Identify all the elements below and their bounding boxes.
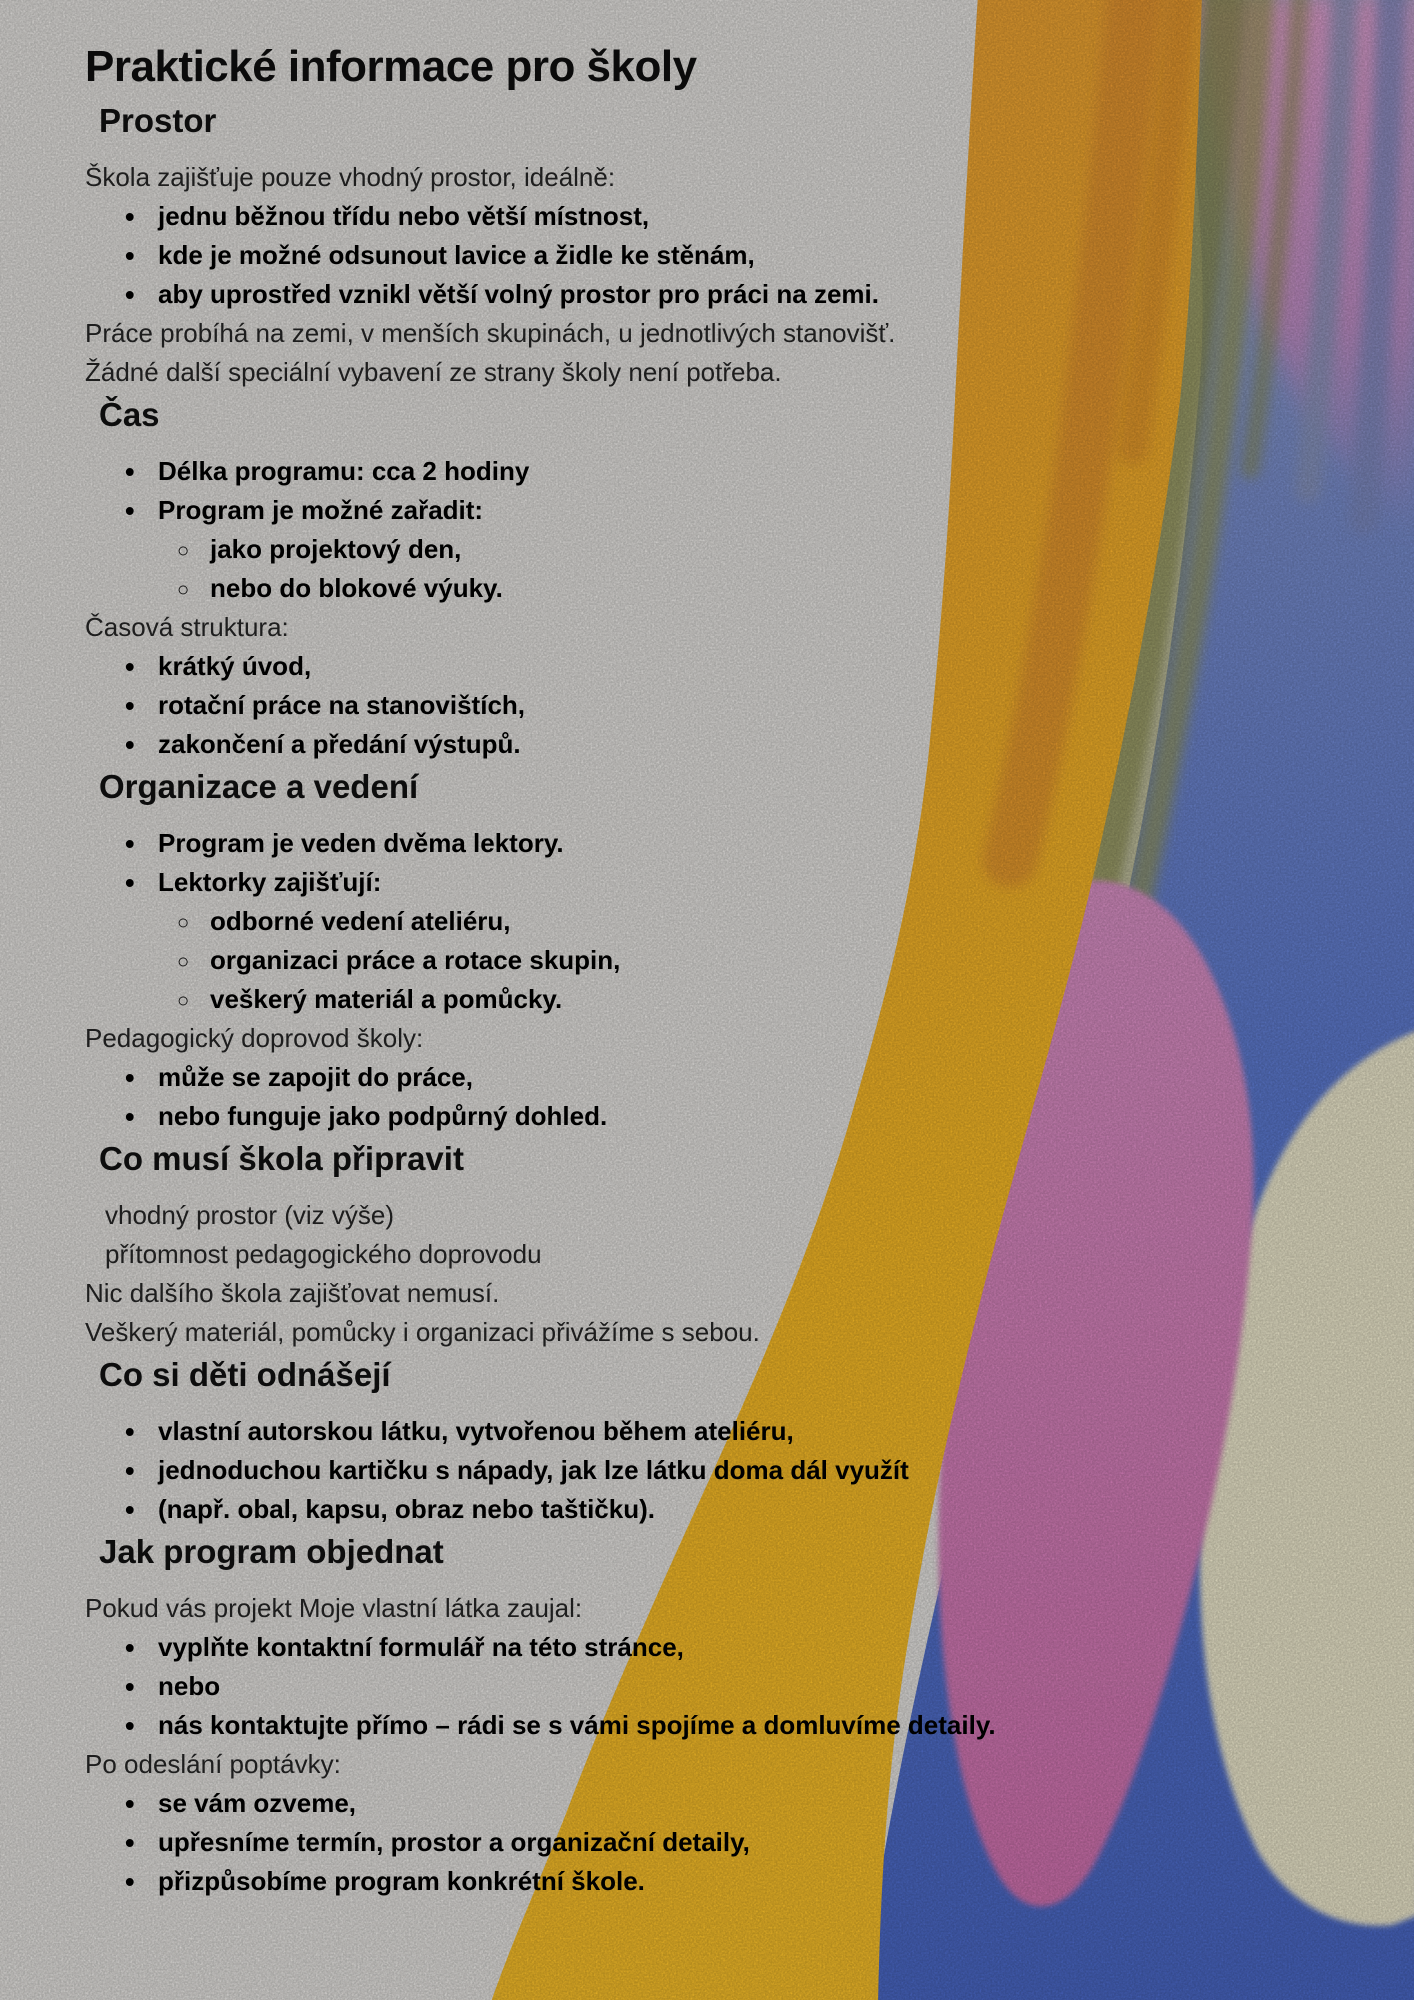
bullet-marker: • [125, 867, 135, 898]
sub-bullet-item [177, 530, 1325, 569]
sub-bullet-item [177, 941, 1325, 980]
bullet-item [125, 1667, 1325, 1706]
bullet-item [125, 1628, 1325, 1667]
bullet-marker: • [125, 1062, 135, 1093]
paragraph: Nic dalšího škola zajišťovat nemusí. [85, 1278, 500, 1308]
section-heading: Jak program objednat [99, 1533, 444, 1570]
bullet-text: vlastní autorskou látku, vytvořenou během ateliéru, [158, 1416, 794, 1446]
bullet-marker: • [125, 1788, 135, 1819]
bullet-text: Program je možné zařadit: [158, 495, 484, 525]
bullet-text: jako projektový den, [210, 534, 462, 564]
bullet-item [125, 1058, 1325, 1097]
hollow-bullet-marker: ○ [177, 540, 190, 562]
bullet-item [125, 863, 1325, 902]
bullet-item [125, 725, 1325, 764]
bullet-text: jednu běžnou třídu nebo větší místnost, [158, 201, 650, 231]
bullet-marker: • [125, 1671, 135, 1702]
bullet-marker: • [125, 495, 135, 526]
bullet-marker: • [125, 828, 135, 859]
bullet-marker: • [125, 1632, 135, 1663]
bullet-text: kde je možné odsunout lavice a židle ke stěnám, [158, 240, 755, 270]
bullet-item [125, 1412, 1325, 1451]
bullet-item [125, 1451, 1325, 1490]
bullet-list [85, 647, 1325, 764]
hollow-bullet-marker: ○ [177, 912, 190, 934]
bullet-text: upřesníme termín, prostor a organizační detaily, [158, 1827, 750, 1857]
bullet-list [85, 1412, 1325, 1529]
section-heading: Co si děti odnášejí [99, 1356, 391, 1393]
bullet-text: zakončení a předání výstupů. [158, 729, 521, 759]
bullet-item [125, 1784, 1325, 1823]
indented-paragraph: vhodný prostor (viz výše) [105, 1200, 394, 1230]
bullet-text: rotační práce na stanovištích, [158, 690, 526, 720]
bullet-text: vyplňte kontaktní formulář na této stránce, [158, 1632, 684, 1662]
bullet-marker: • [125, 1455, 135, 1486]
sub-bullet-item [177, 902, 1325, 941]
bullet-item [125, 1862, 1325, 1901]
bullet-text: nebo do blokové výuky. [210, 573, 503, 603]
bullet-marker: • [125, 729, 135, 760]
hollow-bullet-marker: ○ [177, 579, 190, 601]
bullet-list [85, 1784, 1325, 1901]
bullet-marker: • [125, 1866, 135, 1897]
bullet-text: krátký úvod, [158, 651, 312, 681]
bullet-item [125, 197, 1325, 236]
bullet-text: nás kontaktujte přímo – rádi se s vámi spojíme a domluvíme detaily. [158, 1710, 996, 1740]
bullet-text: odborné vedení ateliéru, [210, 906, 511, 936]
sections-container [85, 100, 1325, 1901]
section-heading: Co musí škola připravit [99, 1140, 464, 1177]
bullet-text: může se zapojit do práce, [158, 1062, 473, 1092]
bullet-list [85, 452, 1325, 608]
paragraph: Pokud vás projekt Moje vlastní látka zaujal: [85, 1593, 583, 1623]
bullet-text: organizaci práce a rotace skupin, [210, 945, 621, 975]
bullet-text: se vám ozveme, [158, 1788, 357, 1818]
bullet-text: Program je veden dvěma lektory. [158, 828, 564, 858]
bullet-text: (např. obal, kapsu, obraz nebo taštičku). [158, 1494, 655, 1524]
bullet-text: Lektorky zajišťují: [158, 867, 382, 897]
bullet-text: jednoduchou kartičku s nápady, jak lze látku doma dál využít [158, 1455, 909, 1485]
bullet-marker: • [125, 651, 135, 682]
bullet-list [85, 1058, 1325, 1136]
page-title: Praktické informace pro školy [85, 42, 697, 91]
bullet-marker: • [125, 1710, 135, 1741]
bullet-item [125, 236, 1325, 275]
bullet-marker: • [125, 690, 135, 721]
bullet-marker: • [125, 1827, 135, 1858]
paragraph: Škola zajišťuje pouze vhodný prostor, ideálně: [85, 162, 616, 192]
paragraph: Pedagogický doprovod školy: [85, 1023, 424, 1053]
section-heading: Prostor [99, 102, 217, 139]
bullet-item [125, 824, 1325, 863]
bullet-item [125, 686, 1325, 725]
bullet-marker: • [125, 201, 135, 232]
bullet-item [125, 1823, 1325, 1862]
paragraph: Práce probíhá na zemi, v menších skupinách, u jednotlivých stanovišť. [85, 318, 896, 348]
section-heading: Čas [99, 396, 160, 433]
paragraph: Časová struktura: [85, 612, 289, 642]
bullet-text: nebo funguje jako podpůrný dohled. [158, 1101, 608, 1131]
bullet-marker: • [125, 279, 135, 310]
bullet-text: veškerý materiál a pomůcky. [210, 984, 563, 1014]
bullet-text: Délka programu: cca 2 hodiny [158, 456, 530, 486]
hollow-bullet-marker: ○ [177, 990, 190, 1012]
bullet-list [85, 197, 1325, 314]
sub-bullet-item [177, 980, 1325, 1019]
hollow-bullet-marker: ○ [177, 951, 190, 973]
bullet-item [125, 491, 1325, 530]
bullet-marker: • [125, 1101, 135, 1132]
bullet-item [125, 1706, 1325, 1745]
bullet-marker: • [125, 1494, 135, 1525]
sub-bullet-item [177, 569, 1325, 608]
bullet-item [125, 1097, 1325, 1136]
bullet-marker: • [125, 240, 135, 271]
bullet-text: aby uprostřed vznikl větší volný prostor pro práci na zemi. [158, 279, 879, 309]
bullet-marker: • [125, 456, 135, 487]
bullet-item [125, 275, 1325, 314]
indented-paragraph: přítomnost pedagogického doprovodu [105, 1239, 542, 1269]
bullet-list [85, 824, 1325, 1019]
paragraph: Veškerý materiál, pomůcky i organizaci přivážíme s sebou. [85, 1317, 760, 1347]
bullet-list [85, 1628, 1325, 1745]
bullet-item [125, 452, 1325, 491]
section-heading: Organizace a vedení [99, 768, 419, 805]
bullet-item [125, 647, 1325, 686]
paragraph: Po odeslání poptávky: [85, 1749, 341, 1779]
paragraph: Žádné další speciální vybavení ze strany školy není potřeba. [85, 357, 782, 387]
bullet-item [125, 1490, 1325, 1529]
bullet-text: nebo [158, 1671, 221, 1701]
bullet-text: přizpůsobíme program konkrétní škole. [158, 1866, 645, 1896]
bullet-marker: • [125, 1416, 135, 1447]
